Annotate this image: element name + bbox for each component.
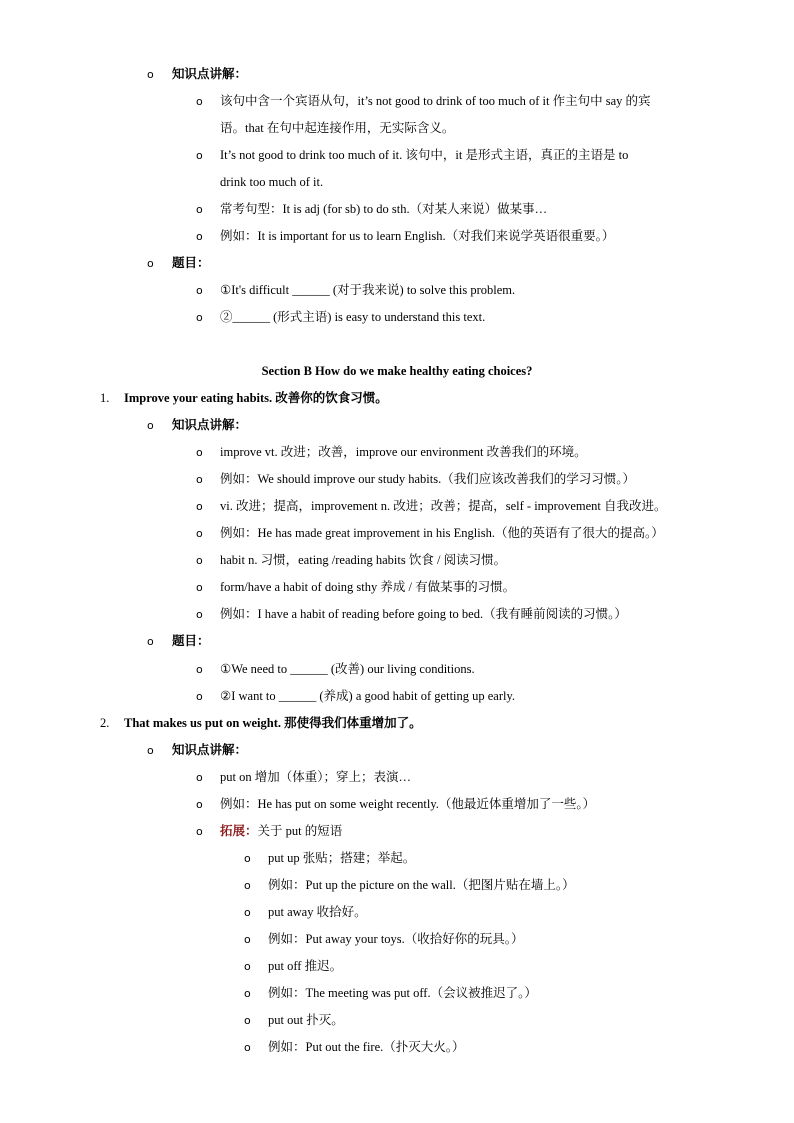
point-title: Improve your eating habits. 改善你的饮食习惯。 <box>124 391 388 405</box>
extension-text: 关于 put 的短语 <box>257 824 343 838</box>
question-text: ①We need to ______ (改善) our living conditions. <box>220 662 475 676</box>
sub-list-item-text: 例如：Put away your toys.（收拾好你的玩具。） <box>268 932 524 946</box>
list-item-text: vi. 改进；提高，improvement n. 改进；改善；提高，self - improvement 自我改进。 <box>220 499 667 513</box>
list-item-text: habit n. 习惯，eating /reading habits 饮食 / 阅读习惯。 <box>220 553 507 567</box>
list-item-text: 例如：It is important for us to learn English.（对我们来说学英语很重要。） <box>220 229 615 243</box>
list-item-text: 例如：He has put on some weight recently.（他最近体重增加了一些。） <box>220 797 596 811</box>
bullet-icon: o <box>196 527 203 540</box>
bullet-icon: o <box>196 473 203 486</box>
extension-line <box>220 823 342 839</box>
sub-list-item-text: put off 推迟。 <box>268 959 343 973</box>
bullet-icon: o <box>147 635 154 648</box>
sub-list-item-text: put out 扑灭。 <box>268 1013 344 1027</box>
bullet-icon: o <box>147 744 154 757</box>
bullet-icon: o <box>196 608 203 621</box>
knowledge-label: 知识点讲解： <box>172 418 248 432</box>
bullet-icon: o <box>244 1041 251 1054</box>
bullet-icon: o <box>244 987 251 1000</box>
bullet-icon: o <box>196 500 203 513</box>
knowledge-label: 知识点讲解： <box>172 743 248 757</box>
bullet-icon: o <box>196 798 203 811</box>
sub-list-item-text: put up 张贴；搭建；举起。 <box>268 851 416 865</box>
sub-list-item-text: 例如：Put up the picture on the wall.（把图片贴在墙上。） <box>268 878 575 892</box>
bullet-icon: o <box>244 879 251 892</box>
list-item-text: improve vt. 改进；改善，improve our environment 改善我们的环境。 <box>220 445 587 459</box>
question-text: ②I want to ______ (养成) a good habit of getting up early. <box>220 689 516 703</box>
bullet-icon: o <box>196 230 203 243</box>
bullet-icon: o <box>147 419 154 432</box>
bullet-icon: o <box>196 581 203 594</box>
bullet-icon: o <box>244 960 251 973</box>
sub-list-item-text: put away 收拾好。 <box>268 905 367 919</box>
list-item-text: 语。that 在句中起连接作用，无实际含义。 <box>220 121 455 135</box>
bullet-icon: o <box>196 446 203 459</box>
bullet-icon: o <box>196 663 203 676</box>
bullet-icon: o <box>147 68 154 81</box>
list-item-text: 例如：He has made great improvement in his English.（他的英语有了很大的提高。） <box>220 526 664 540</box>
list-item-text: put on 增加（体重）；穿上；表演… <box>220 770 411 784</box>
sub-list-item-text: 例如：Put out the fire.（扑灭大火。） <box>268 1040 465 1054</box>
list-item-text: drink too much of it. <box>220 175 324 189</box>
question-label: 题目： <box>172 256 210 270</box>
list-item-text: 常考句型：It is adj (for sb) to do sth.（对某人来说）做某事… <box>220 202 548 216</box>
bullet-icon: o <box>244 906 251 919</box>
question-text: ②______ (形式主语) is easy to understand this text. <box>220 310 486 324</box>
list-item-text: form/have a habit of doing sthy 养成 / 有做某事的习惯。 <box>220 580 516 594</box>
question-text: ①It's difficult ______ (对于我来说) to solve this problem. <box>220 283 516 297</box>
bullet-icon: o <box>196 554 203 567</box>
sub-list-item-text: 例如：The meeting was put off.（会议被推迟了。） <box>268 986 537 1000</box>
bullet-icon: o <box>196 284 203 297</box>
point-number: 1. <box>100 391 110 405</box>
point-number: 2. <box>100 716 110 730</box>
bullet-icon: o <box>196 95 203 108</box>
bullet-icon: o <box>196 771 203 784</box>
list-item-text: 例如：We should improve our study habits.（我们应该改善我们的学习习惯。） <box>220 472 635 486</box>
knowledge-label: 知识点讲解： <box>172 67 248 81</box>
bullet-icon: o <box>196 690 203 703</box>
bullet-icon: o <box>196 149 203 162</box>
bullet-icon: o <box>196 311 203 324</box>
bullet-icon: o <box>196 825 203 838</box>
extension-label: 拓展： <box>220 824 258 838</box>
list-item-text: It’s not good to drink too much of it. 该句中，it 是形式主语，真正的主语是 to <box>220 148 629 162</box>
question-label: 题目： <box>172 634 210 648</box>
bullet-icon: o <box>147 257 154 270</box>
bullet-icon: o <box>196 203 203 216</box>
section-heading: Section B How do we make healthy eating choices? <box>261 364 533 378</box>
bullet-icon: o <box>244 1014 251 1027</box>
list-item-text: 例如：I have a habit of reading before going to bed.（我有睡前阅读的习惯。） <box>220 607 627 621</box>
bullet-icon: o <box>244 933 251 946</box>
bullet-icon: o <box>244 852 251 865</box>
point-title: That makes us put on weight. 那使得我们体重增加了。 <box>124 716 422 730</box>
list-item-text: 该句中含一个宾语从句，it’s not good to drink of too much of it 作主句中 say 的宾 <box>220 94 651 108</box>
